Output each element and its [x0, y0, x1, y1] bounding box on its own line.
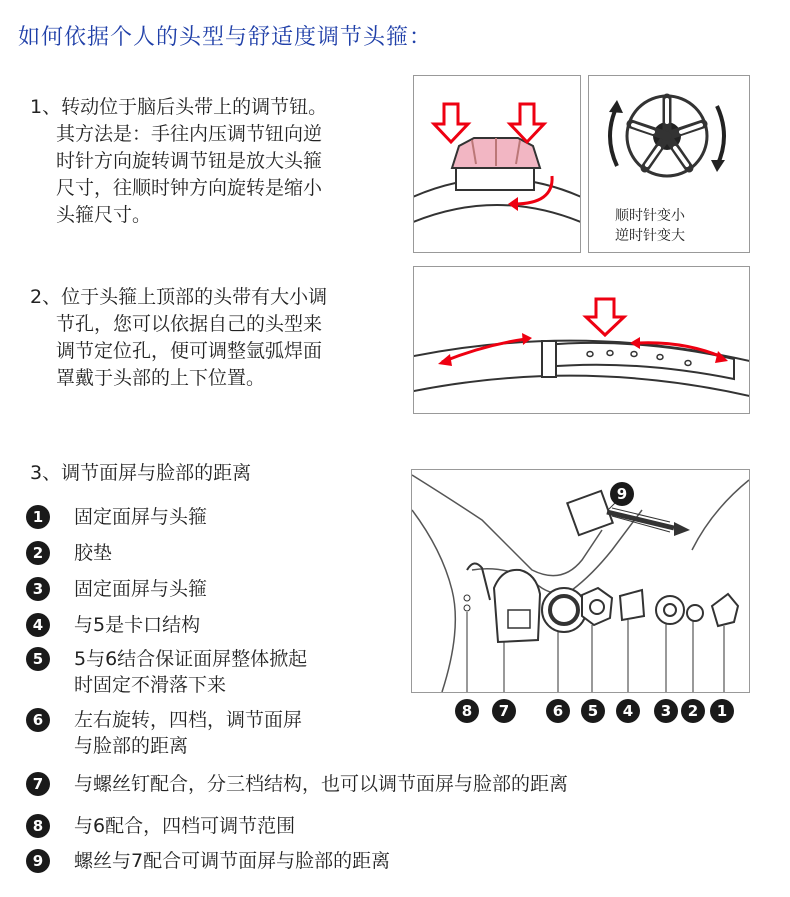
diagram-label-3: 3 [654, 699, 678, 723]
step1-line1: 1、转动位于脑后头带上的调节钮。 [30, 96, 328, 118]
diagram-label-1: 1 [710, 699, 734, 723]
diagram-label-4: 4 [616, 699, 640, 723]
step2-line4: 罩戴于头部的上下位置。 [56, 367, 266, 389]
diagram-label-8: 8 [455, 699, 479, 723]
number-badge: 1 [26, 505, 50, 529]
diagram-label-5: 5 [581, 699, 605, 723]
item-text [74, 646, 307, 698]
step2-line3: 调节定位孔，便可调整氩弧焊面 [56, 340, 323, 362]
item-text: 与5是卡口结构 [74, 614, 201, 636]
item-text-line1: 左右旋转，四档，调节面屏 [74, 709, 303, 731]
headband-holes-illustration [413, 266, 750, 414]
number-badge: 2 [26, 541, 50, 565]
number-badge: 4 [26, 613, 50, 637]
number-badge: 5 [26, 647, 50, 671]
diagram-label-9: 9 [610, 482, 634, 506]
step2-line2: 节孔，您可以依据自己的头型来 [56, 313, 323, 335]
knob-press-illustration [413, 75, 581, 253]
step1-line3: 时针方向旋转调节钮是放大头箍 [56, 150, 323, 172]
number-badge: 7 [26, 772, 50, 796]
item-text-line1: 5与6结合保证面屏整体掀起 [74, 648, 308, 670]
step2-line1: 2、位于头箍上顶部的头带有大小调 [30, 286, 328, 308]
step3-heading: 3、调节面屏与脸部的距离 [30, 462, 252, 484]
number-badge: 3 [26, 577, 50, 601]
item-text-line2: 时固定不滑落下来 [74, 674, 227, 696]
page-title: 如何依据个人的头型与舒适度调节头箍： [18, 25, 433, 50]
diagram-label-7: 7 [492, 699, 516, 723]
step1-line2: 其方法是：手往内压调节钮向逆 [56, 123, 323, 145]
item-text: 与6配合，四档可调节范围 [74, 815, 296, 837]
number-badge: 6 [26, 708, 50, 732]
item-text-line2: 与脸部的距离 [74, 735, 189, 757]
knob-rotate-illustration [588, 75, 750, 253]
item-text: 固定面屏与头箍 [74, 506, 208, 528]
number-badge: 9 [26, 849, 50, 873]
diagram-label-2: 2 [681, 699, 705, 723]
item-text: 胶垫 [74, 542, 113, 564]
item-text [74, 707, 302, 759]
caption-clockwise: 顺时针变小 [615, 208, 685, 224]
number-badge: 8 [26, 814, 50, 838]
item-text: 螺丝与7配合可调节面屏与脸部的距离 [74, 850, 391, 872]
diagram-label-6: 6 [546, 699, 570, 723]
item-text: 与螺丝钉配合，分三档结构，也可以调节面屏与脸部的距离 [74, 773, 569, 795]
step1-line5: 头箍尺寸。 [56, 204, 152, 226]
item-text: 固定面屏与头箍 [74, 578, 208, 600]
caption-counterclockwise: 逆时针变大 [615, 228, 685, 244]
step1-line4: 尺寸，往顺时钟方向旋转是缩小 [56, 177, 323, 199]
step1-text [30, 94, 390, 229]
exploded-parts-diagram [411, 469, 750, 693]
step2-text [30, 284, 400, 392]
